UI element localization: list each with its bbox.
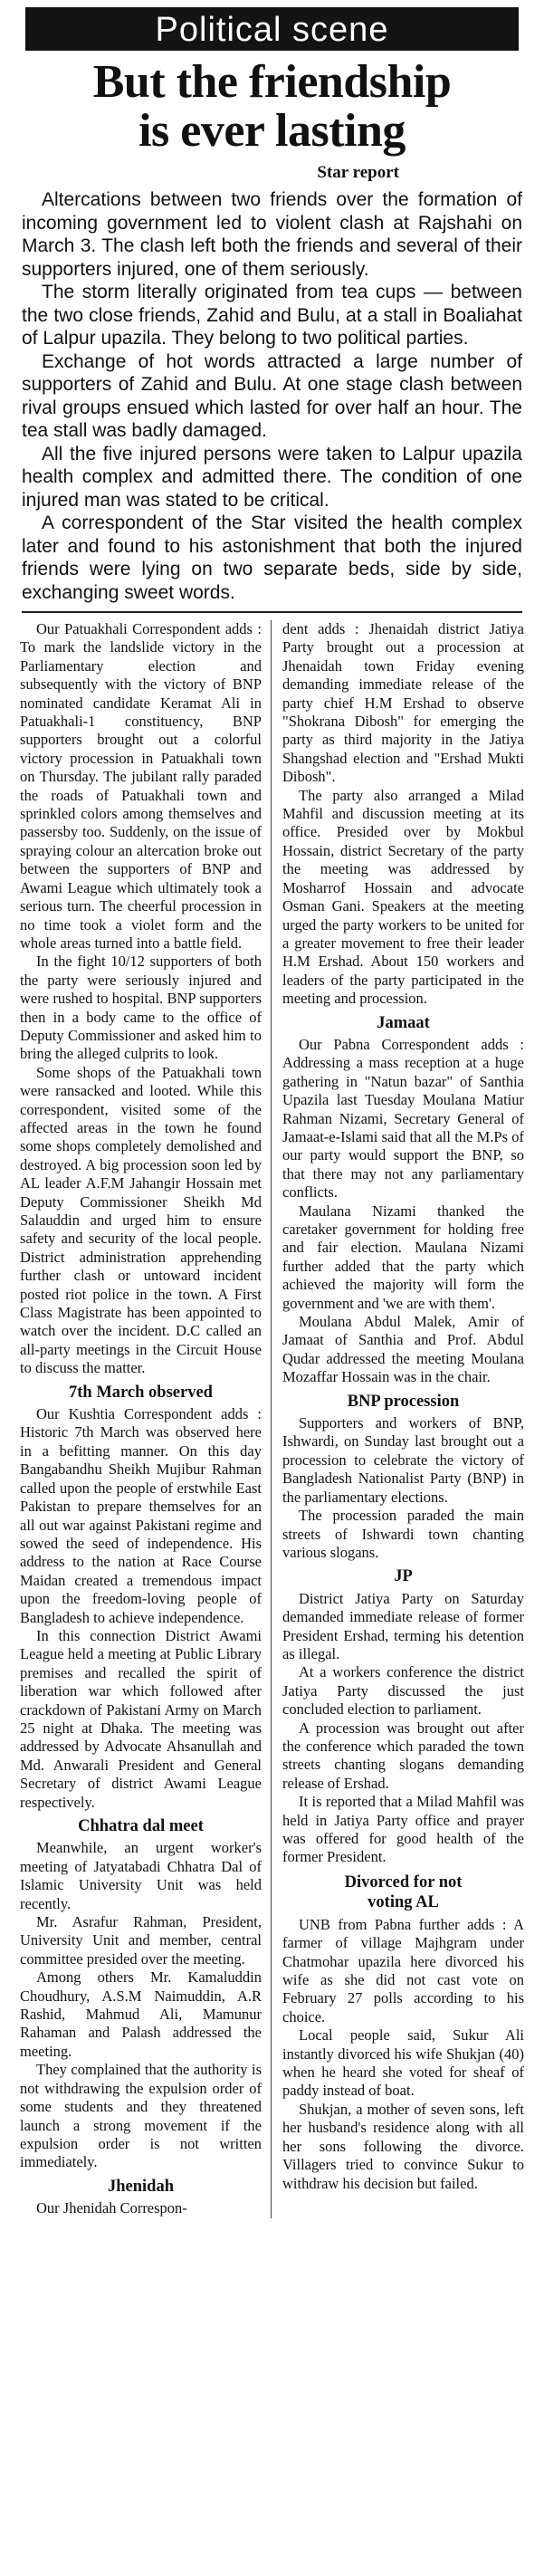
subheading-bnp-procession: BNP procession	[347, 1392, 460, 1411]
body-paragraph-continued: dent adds : Jhenaidah district Jatiya Party brought out a procession at Jhenaidah town Friday evening demanding immediate release of the party chief H.M Ershad to observe "Shokrana Dibosh" for emerging the party as third majority in the Jatiya Shangshad election and "Ershad Mukti Dibosh".	[282, 620, 524, 786]
body-paragraph: At a workers conference the district Jatiya Party discussed the just concluded election to parliament.	[282, 1663, 524, 1719]
subheading-jp: JP	[394, 1567, 413, 1586]
body-paragraph: The party also arranged a Milad Mahfil and discussion meeting at its office. Presided over by Mokbul Hossain, district Secretary of the party the meeting was addressed by Mosharrof Hossain and advocate Osman Gani. Speakers at the meeting urged the party workers to be united for a greater movement to free their leader H.M Ershad. About 150 workers and leaders of the party participated in the meeting and procession.	[282, 786, 524, 1008]
lead-paragraph: All the five injured persons were taken to Lalpur upazila health complex and admitted there. The condition of one injured man was stated to be critical.	[22, 443, 522, 511]
subheading-divorced-line-1: Divorced for not	[344, 1872, 463, 1891]
subheading-divorced	[282, 1872, 524, 1912]
byline: Star report	[317, 163, 399, 182]
body-paragraph: The procession paraded the main streets of Ishwardi town chanting various slogans.	[282, 1507, 524, 1561]
body-paragraph: Among others Mr. Kamaluddin Choudhury, A.S.M Naimuddin, A.R Rashid, Mahmud Ali, Mamunur Rahaman and Palash addressed the meeting.	[20, 1968, 262, 2060]
section-divider	[22, 611, 522, 613]
body-paragraph: Mr. Asrafur Rahman, President, University Unit and member, central committee presided over the meeting.	[20, 1913, 262, 1968]
body-paragraph: Our Pabna Correspondent adds : Addressing a mass reception at a huge gathering in "Natun bazar" of Santhia Upazila last Tuesday Moulana Matiur Rahman Nizami, Secretary General of Jamaat-e-Islami said that all the M.Ps of our party would support the BNP, so that there may not any parliamentary conflicts.	[282, 1035, 524, 1202]
lead-paragraph: Exchange of hot words attracted a large number of supporters of Zahid and Bulu. At one stage clash between rival groups ensued which lasted for over half an hour. The tea stall was badly damaged.	[22, 350, 522, 441]
subheading-divorced-line-2: voting AL	[367, 1892, 439, 1911]
headline	[9, 58, 535, 156]
body-paragraph: Our Patuakhali Correspondent adds : To mark the landslide victory in the Parliamentary election and subsequently with the victory of BNP nominated candidate Keramat Ali in Patuakhali-1 constituency, BNP supporters brought out a colorful victory procession in Patuakhali town on Thursday. The jubilant rally paraded the roads of Patuakhali town and sprinkled colors among themselves and passersby too. Suddenly, on the issue of spraying colour an altercation broke out between the supporters of BNP and Awami League which ultimately took a serious turn. The cheerful procession in no time took a violet form and the whole areas turned into a battle field.	[20, 620, 262, 952]
lead-article	[22, 188, 522, 604]
body-paragraph: A procession was brought out after the conference which paraded the town streets chanting slogans demanding release of Ershad.	[282, 1719, 524, 1792]
body-paragraph: Shukjan, a mother of seven sons, left her husband's residence along with all her sons following the divorce. Villagers tried to convince Sukur to withdraw his decision but failed.	[282, 2100, 524, 2192]
headline-line-1: But the friendship	[92, 56, 452, 108]
lead-paragraph: Altercations between two friends over the formation of incoming government led to violent clash at Rajshahi on March 3. The clash left both the friends and several of their supporters injured, one of them seriously.	[22, 189, 522, 280]
body-paragraph: Maulana Nizami thanked the caretaker government for holding free and fair election. Maulana Nizami further added that the party which achieved the majority will form the government and 'we are with them'.	[282, 1202, 524, 1312]
body-paragraph: Some shops of the Patuakhali town were ransacked and looted. While this correspondent, visited some of the affected areas in the town he found some shops completely demolished and destroyed. A big procession soon led by AL leader A.F.M Jahangir Hossain met Deputy Commissioner Sheikh Md Salauddin and urged him to ensure safety and security of the local people. District administration apprehending further clash or untoward incident posted riot police in the town. A First Class Magistrate has been appointed to watch over the incident. D.C called an all-party meetings in the Circuit House to discuss the matter.	[20, 1063, 262, 1377]
body-paragraph: Meanwhile, an urgent worker's meeting of Jatyatabadi Chhatra Dal of Islamic University Unit was held recently.	[20, 1839, 262, 1912]
body-paragraph: Our Jhenidah Correspon-	[36, 2199, 187, 2217]
subheading-jamaat: Jamaat	[377, 1013, 430, 1032]
body-paragraph: It is reported that a Milad Mahfil was held in Jatiya Party office and prayer was offered for good health of the former President.	[282, 1793, 524, 1866]
subheading-7th-march: 7th March observed	[69, 1383, 213, 1402]
right-column	[272, 620, 524, 2218]
section-banner: Political scene	[25, 7, 519, 51]
body-paragraph: Our Kushtia Correspondent adds : Historic 7th March was observed here in a befitting manner. On this day Bangabandhu Sheikh Mujibur Rahman called upon the people of erstwhile East Pakistan to prepare themselves for an all out war against Pakistani regime and sowed the seed of independence. His address to the nation at Race Course Maidan created a tremendous impact upon the freedom-loving people of Bangladesh to achieve independence.	[20, 1405, 262, 1626]
subheading-jhenidah: Jhenidah	[107, 2177, 174, 2196]
body-paragraph: District Jatiya Party on Saturday demanded immediate release of former President Ershad, terming his detention as illegal.	[282, 1589, 524, 1662]
lead-paragraph: The storm literally originated from tea cups — between the two close friends, Zahid and Bulu, at a stall in Boaliahat of Lalpur upazila. They belong to two political parties.	[22, 282, 522, 349]
body-paragraph: They complained that the authority is not withdrawing the expulsion order of some students and they threatened launch a strong movement if the expulsion order is not written immediately.	[20, 2061, 262, 2171]
body-paragraph: Supporters and workers of BNP, Ishwardi, on Sunday last brought out a procession to celebrate the victory of Bangladesh Nationalist Party (BNP) in the parliamentary elections.	[282, 1414, 524, 1506]
lead-paragraph: A correspondent of the Star visited the health complex later and found to his astonishment that both the injured friends were lying on two separate beds, side by side, exchanging sweet words.	[22, 512, 522, 603]
body-paragraph: UNB from Pabna further adds : A farmer of village Majhgram under Chatmohar upazila here divorced his wife as she did not cast vote on February 27 polls according to his choice.	[282, 1915, 524, 2025]
left-column	[20, 620, 272, 2218]
headline-line-2: is ever lasting	[138, 105, 406, 157]
body-paragraph: Local people said, Sukur Ali instantly divorced his wife Shukjan (40) when he heard she voted for sheaf of paddy instead of boat.	[282, 2026, 524, 2100]
body-paragraph: Moulana Abdul Malek, Amir of Jamaat of Santhia and Prof. Abdul Qudar addressed the meeting Moulana Mozaffar Hossain was in the chair.	[282, 1313, 524, 1386]
body-paragraph: In the fight 10/12 supporters of both the party were seriously injured and were rushed to hospital. BNP supporters then in a body came to the office of Deputy Commissioner and asked him to bring the alleged culprits to look.	[20, 953, 262, 1063]
article-columns	[20, 620, 524, 2218]
subheading-chhatra-dal: Chhatra dal meet	[78, 1817, 204, 1835]
body-paragraph: In this connection District Awami League held a meeting at Public Library premises and recalled the spirit of liberation war which followed after crackdown of Pakistani Army on March 25 night at Dhaka. The meeting was addressed by Advocate Ahsanullah and Md. Anwarali President and General Secretary of district Awami League respectively.	[20, 1626, 262, 1811]
